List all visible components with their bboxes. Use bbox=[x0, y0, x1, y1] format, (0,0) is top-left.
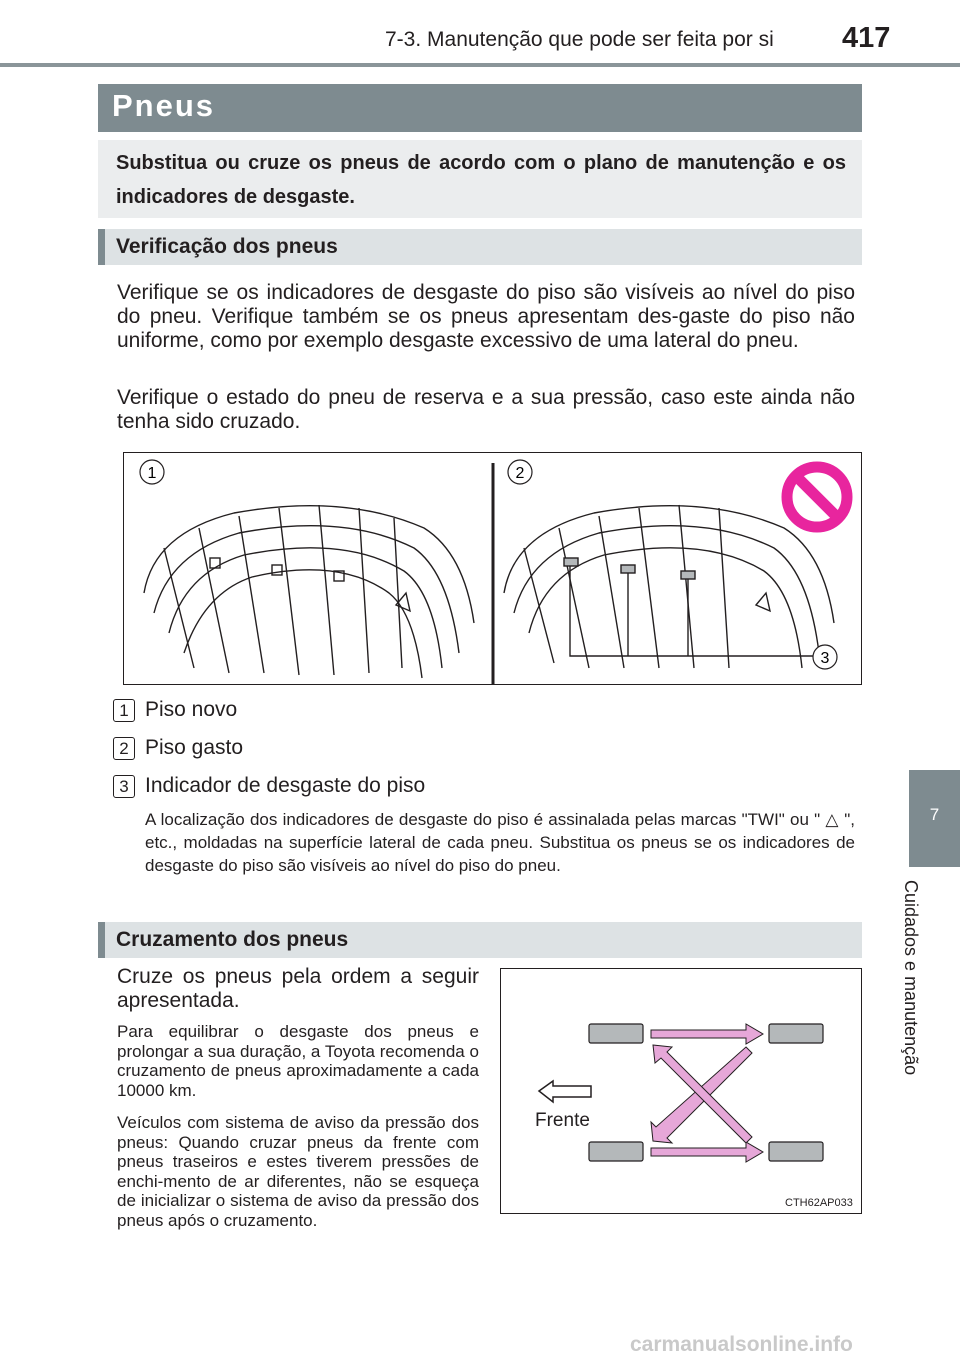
callout-1-icon bbox=[140, 460, 164, 484]
legend-num-2: 2 bbox=[113, 737, 135, 760]
tire-rear-left bbox=[589, 1142, 643, 1161]
front-direction-arrow-icon bbox=[539, 1081, 591, 1102]
prohibited-icon bbox=[787, 467, 847, 527]
callout-1-label: 1 bbox=[147, 465, 157, 482]
front-label: Frente bbox=[535, 1110, 590, 1131]
header-section-title: 7-3. Manutenção que pode ser feita por si bbox=[385, 28, 774, 51]
legend-num-3: 3 bbox=[113, 775, 135, 798]
arrow-top bbox=[651, 1024, 763, 1044]
rotation-diagram-drawing bbox=[501, 969, 861, 1213]
legend-text-2: Piso gasto bbox=[145, 736, 244, 759]
page-title: Pneus bbox=[112, 88, 216, 123]
arrow-bottom bbox=[651, 1142, 763, 1162]
callout-2-icon bbox=[508, 460, 532, 484]
rotation-arrows bbox=[651, 1024, 763, 1162]
legend-text-3: Indicador de desgaste do piso bbox=[145, 774, 426, 797]
chapter-label bbox=[901, 880, 945, 1100]
diagram-code: CTH62AP033 bbox=[785, 1197, 853, 1209]
legend-item-2 bbox=[113, 736, 243, 760]
callout-2-label: 2 bbox=[515, 465, 525, 482]
rotation-main-text: Cruze os pneus pela ordem a seguir apresentada. bbox=[117, 965, 479, 1012]
legend-item-1 bbox=[113, 698, 237, 722]
tread-figure bbox=[123, 452, 862, 685]
tire-rear-right bbox=[769, 1142, 823, 1161]
legend-text-1: Piso novo bbox=[145, 698, 238, 721]
section-heading-rotation: Cruzamento dos pneus bbox=[116, 928, 349, 951]
tread-illustration bbox=[124, 453, 861, 684]
header-divider bbox=[0, 63, 960, 67]
legend-item-3 bbox=[113, 774, 425, 798]
tire-front-left bbox=[589, 1024, 643, 1043]
callout-3-label: 3 bbox=[820, 650, 830, 667]
legend-num-1: 1 bbox=[113, 699, 135, 722]
page-number: 417 bbox=[842, 22, 891, 54]
tread-indicator-note: A localização dos indicadores de desgaste do piso é assinalada pelas marcas "TWI" ou " △ ", etc., moldadas na superfície lateral de cada pneu. Substitua os pneus se os indicadores de desgaste do piso são visíveis ao nível do piso do pneu. bbox=[145, 810, 855, 875]
rotation-diagram bbox=[500, 968, 862, 1214]
check-paragraph-2: Verifique o estado do pneu de reserva e a sua pressão, caso este ainda não tenha sido cruzado. bbox=[117, 386, 855, 433]
callout-3-icon bbox=[813, 645, 837, 669]
worn-tread-drawing bbox=[504, 505, 834, 668]
chapter-number: 7 bbox=[929, 805, 940, 824]
check-paragraph-1: Verifique se os indicadores de desgaste do piso são visíveis ao nível do piso do pneu. Verifique também se os pneus apresentam des-gaste do piso não uniforme, como por exemplo desgaste excessivo de uma lateral do pneu. bbox=[117, 281, 855, 352]
watermark: carmanualsonline.info bbox=[630, 1333, 853, 1356]
intro-text: Substitua ou cruze os pneus de acordo com o plano de manutenção e os indicadores de desgaste. bbox=[116, 152, 846, 208]
tire-front-right bbox=[769, 1024, 823, 1043]
section-heading-check: Verificação dos pneus bbox=[116, 235, 338, 258]
chapter-label-text: Cuidados e manutenção bbox=[901, 880, 921, 1076]
new-tread-drawing bbox=[144, 505, 474, 678]
rotation-paragraph-1: Para equilibrar o desgaste dos pneus e prolongar a sua duração, a Toyota recomenda o cruzamento de pneus aproximadamente a cada 10000 km. bbox=[117, 1022, 479, 1100]
rotation-paragraph-2: Veículos com sistema de aviso da pressão dos pneus: Quando cruzar pneus da frente com pneus traseiros e estes tiverem pressões de enchi-mento de ar diferentes, não se esqueça de inicializar o sistema de aviso da pressão dos pneus após o cruzamento. bbox=[117, 1113, 479, 1230]
